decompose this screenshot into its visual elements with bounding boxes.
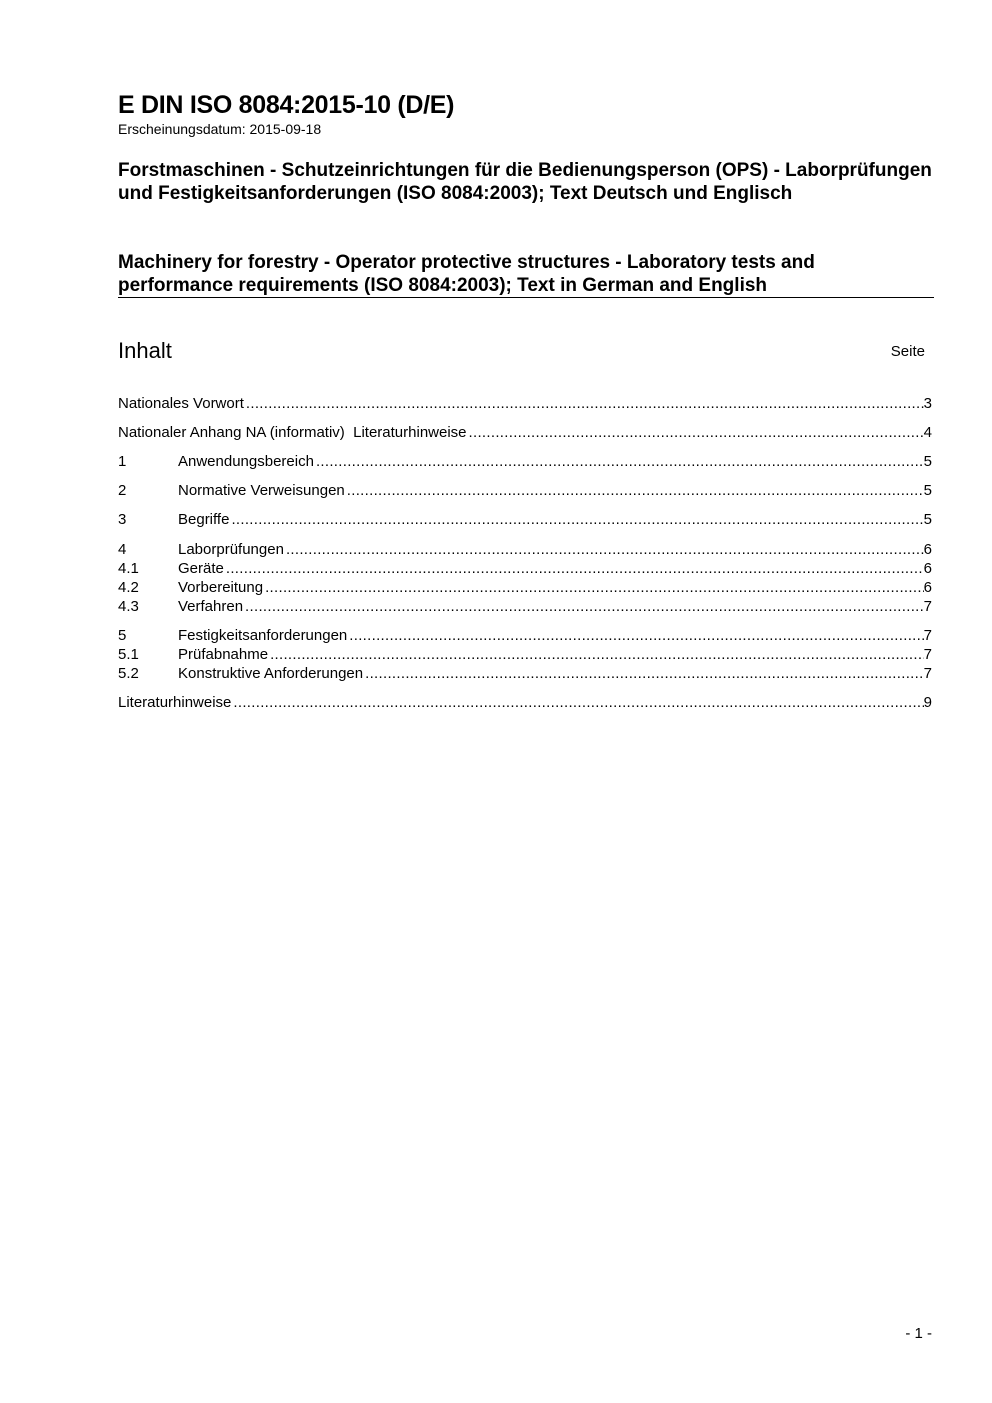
toc-entry-page: 9 <box>923 694 932 711</box>
toc-entry-title: Geräte <box>178 560 224 577</box>
toc-entry[interactable] <box>118 510 932 529</box>
toc-heading: Inhalt <box>118 338 172 363</box>
toc-entry-title: Begriffe <box>178 511 230 528</box>
toc-entry-number: 2 <box>118 482 127 499</box>
toc-entry-number: 3 <box>118 511 127 528</box>
toc-leader-dots <box>268 645 924 664</box>
toc-entry-page: 7 <box>923 646 932 663</box>
toc-leader-dots <box>467 423 924 442</box>
toc-leader-dots <box>244 394 924 413</box>
document-title: E DIN ISO 8084:2015-10 (D/E) <box>118 91 455 119</box>
toc-entry[interactable] <box>118 597 932 616</box>
toc-entry-title: Vorbereitung <box>178 579 264 596</box>
toc-entry-title: Normative Verweisungen <box>178 482 345 499</box>
toc-leader-dots <box>229 510 923 529</box>
title-divider <box>118 297 934 298</box>
toc-entry-number: 5.2 <box>118 665 139 682</box>
toc-entry[interactable] <box>118 693 932 712</box>
toc-entry[interactable] <box>118 559 932 578</box>
toc-leader-dots <box>263 578 924 597</box>
toc-leader-dots <box>243 597 924 616</box>
toc-entry-title: Prüfabnahme <box>178 646 269 663</box>
toc-entry[interactable] <box>118 540 932 559</box>
toc-entry-title: Laborprüfungen <box>178 541 284 558</box>
toc-entry-page: 7 <box>923 598 932 615</box>
toc-entry-title: Nationales Vorwort <box>118 395 244 412</box>
toc-entry[interactable] <box>118 645 932 664</box>
toc-entry-number: 4.3 <box>118 598 139 615</box>
toc-entry[interactable] <box>118 578 932 597</box>
toc-entry-number: 1 <box>118 453 127 470</box>
toc-entry[interactable] <box>118 664 932 683</box>
toc-entry-number: 4 <box>118 541 127 558</box>
toc-entry[interactable] <box>118 626 932 645</box>
toc-entry[interactable] <box>118 452 932 471</box>
toc-entry-number: 4.1 <box>118 560 139 577</box>
page-number: - 1 - <box>905 1325 932 1342</box>
toc-entry-number: 5 <box>118 627 127 644</box>
toc-entry[interactable] <box>118 481 932 500</box>
toc-leader-dots <box>345 481 924 500</box>
toc-entry-page: 7 <box>923 627 932 644</box>
toc-entry[interactable] <box>118 394 932 413</box>
toc-leader-dots <box>363 664 924 683</box>
toc-leader-dots <box>314 452 924 471</box>
toc-page-column-label: Seite <box>890 343 925 360</box>
toc-entry-title: Festigkeitsanforderungen <box>178 627 348 644</box>
toc-entry-page: 7 <box>923 665 932 682</box>
toc-entry-page: 4 <box>923 424 932 441</box>
toc-entry[interactable] <box>118 423 932 442</box>
toc-entry-title: Anwendungsbereich <box>178 453 314 470</box>
toc-leader-dots <box>284 540 924 559</box>
toc-entry-title: Nationaler Anhang NA (informativ) Literaturhinweise <box>118 424 467 441</box>
german-title: Forstmaschinen - Schutzeinrichtungen für die Bedienungsperson (OPS) - Laborprüfungen und Festigkeitsanforderungen (ISO 8084:2003); Text Deutsch und Englisch <box>118 160 932 204</box>
english-title: Machinery for forestry - Operator protective structures - Laboratory tests and performance requirements (ISO 8084:2003); Text in German and English <box>118 252 815 296</box>
toc-entry-title: Literaturhinweise <box>118 694 232 711</box>
toc-entry-number: 4.2 <box>118 579 139 596</box>
toc-entry-page: 6 <box>923 541 932 558</box>
toc-entry-title: Konstruktive Anforderungen <box>178 665 364 682</box>
toc-entry-title: Verfahren <box>178 598 244 615</box>
toc-entry-number: 5.1 <box>118 646 139 663</box>
toc-leader-dots <box>347 626 923 645</box>
publication-date: Erscheinungsdatum: 2015-09-18 <box>118 121 322 137</box>
toc-entry-page: 5 <box>923 482 932 499</box>
toc-entry-page: 5 <box>923 453 932 470</box>
toc-entry-page: 6 <box>923 560 932 577</box>
toc-leader-dots <box>224 559 924 578</box>
toc-entry-page: 5 <box>923 511 932 528</box>
toc-entry-page: 6 <box>923 579 932 596</box>
toc-leader-dots <box>231 693 923 712</box>
toc-entry-page: 3 <box>923 395 932 412</box>
